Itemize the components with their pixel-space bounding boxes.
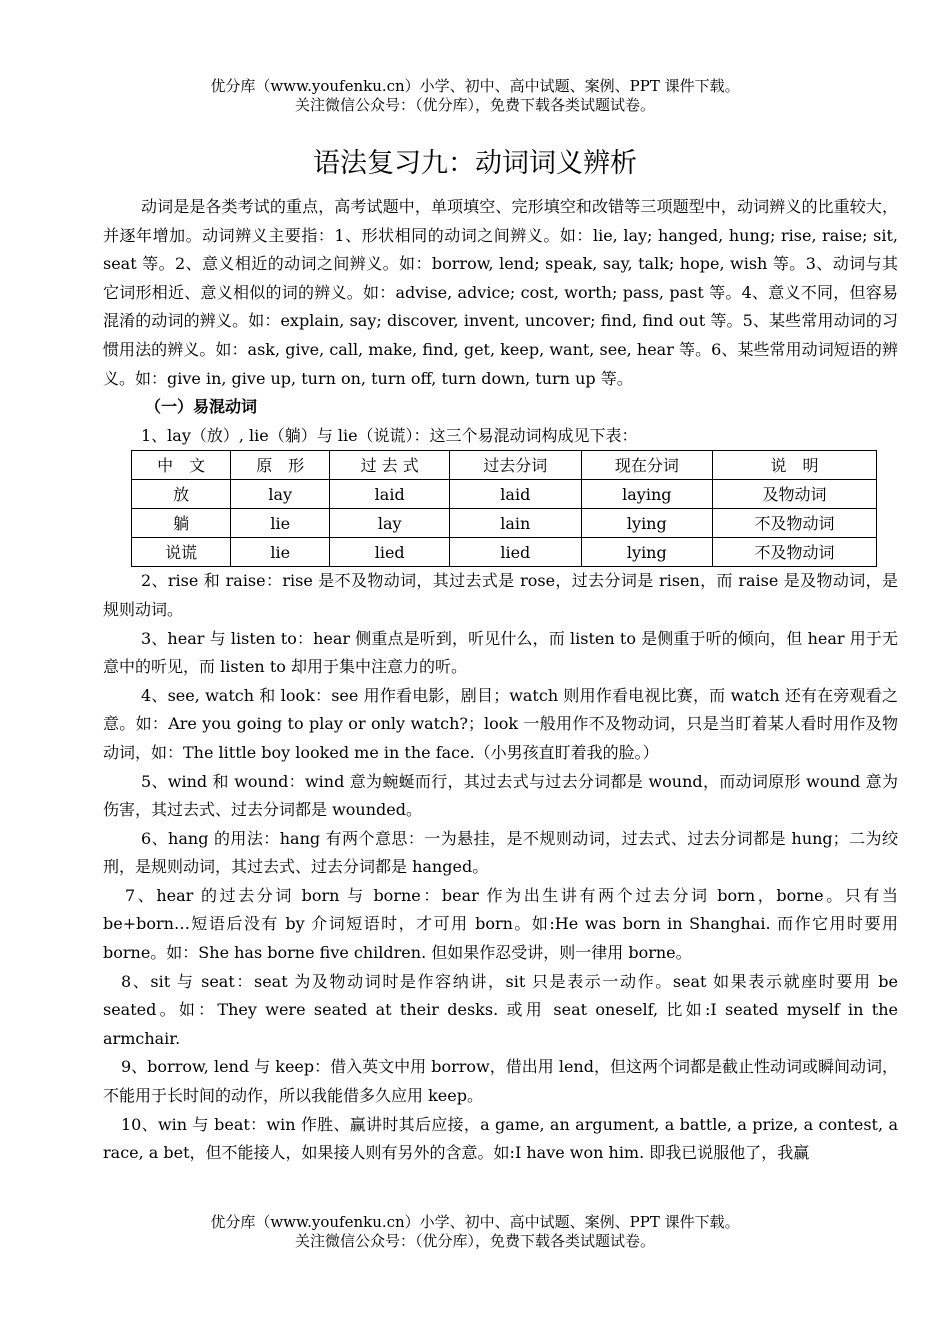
table-cell: lie [231,538,330,567]
document-title: 语法复习九：动词词义辨析 [313,148,637,179]
verb-forms-table [131,450,877,567]
table-cell: 及物动词 [713,480,877,509]
table-row [132,538,877,567]
table-header-cell: 过 去 式 [330,451,450,480]
table-cell: lying [581,538,713,567]
table-cell: 说谎 [132,538,231,567]
table-header-cell: 中 文 [132,451,231,480]
item-4: 4、see, watch 和 look：see 用作看电影，剧目；watch 则用作看电视比赛，而 watch 还有在旁观看之意。如：Are you going to play or only watch?；look 一般用作不及物动词，只是当盯着某人看时用作及物动词，如：The little boy looked me in the face.（小男孩直盯着我的脸。） [103,685,898,762]
table-row [132,480,877,509]
page-header [0,77,950,115]
table-cell: lain [450,509,582,538]
item-8: 8、sit 与 seat：seat 为及物动词时是作容纳讲，sit 只是表示一动作。seat 如果表示就座时要用 be seated。如：They were seated at their desks. 或用 seat oneself, 比如:I seated myself in the armchair. [103,971,898,1048]
item-10: 10、win 与 beat：win 作胜、赢讲时其后应接，a game, an argument, a battle, a prize, a contest, a race, a bet，但不能接人，如果接人则有另外的含意。如:I have won him. 即我已说服他了，我赢 [103,1114,898,1163]
table-header-cell: 原 形 [231,451,330,480]
header-line-1: 优分库（www.youfenku.cn）小学、初中、高中试题、案例、PPT 课件下载。 [210,77,740,95]
item-5: 5、wind 和 wound：wind 意为蜿蜒而行，其过去式与过去分词都是 wound，而动词原形 wound 意为伤害，其过去式、过去分词都是 wounded。 [103,771,898,820]
table-header-cell: 说 明 [713,451,877,480]
table-header-cell: 过去分词 [450,451,582,480]
table-row [132,509,877,538]
document-body [103,193,898,1168]
table-cell: lied [330,538,450,567]
table-cell: 不及物动词 [713,538,877,567]
item-9: 9、borrow, lend 与 keep：借入英文中用 borrow，借出用 lend，但这两个词都是截止性动词或瞬间动词，不能用于长时间的动作，所以我能借多久应用 keep。 [103,1057,898,1106]
item-3: 3、hear 与 listen to：hear 侧重点是听到，听见什么，而 listen to 是侧重于听的倾向，但 hear 用于无意中的听见，而 listen to 却用于集中注意力的听。 [103,628,898,677]
footer-line-2: 关注微信公众号：（优分库），免费下载各类试题试卷。 [294,1232,655,1250]
item-1: 1、lay（放）, lie（躺）与 lie（说谎）：这三个易混动词构成见下表： [141,425,638,445]
table-cell: laid [330,480,450,509]
table-cell: lay [231,480,330,509]
table-cell: laying [581,480,713,509]
table-header-row [132,451,877,480]
section-heading: （一）易混动词 [145,397,258,417]
table-cell: 不及物动词 [713,509,877,538]
page-footer [0,1213,950,1251]
table-header-cell: 现在分词 [581,451,713,480]
table-cell: laid [450,480,582,509]
table-cell: lay [330,509,450,538]
table-cell: lied [450,538,582,567]
intro-paragraph: 动词是是各类考试的重点，高考试题中，单项填空、完形填空和改错等三项题型中，动词辨义的比重较大，并逐年增加。动词辨义主要指：1、形状相同的动词之间辨义。如：lie, lay; hanged, hung; rise, raise; sit, seat 等。2、意义相近的动词之间辨义。如：borrow, lend; speak, say, talk; hope, wish 等。3、动词与其它词形相近、意义相似的词的辨义。如：advise, advice; cost, worth; pass, past 等。4、意义不同，但容易混淆的动词的辨义。如：explain, say; discover, invent, uncover; find, find out 等。5、某些常用动词的习惯用法的辨义。如：ask, give, call, make, find, get, keep, want, see, hear 等。6、某些常用动词短语的辨义。如：give in, give up, turn on, turn off, turn down, turn up 等。 [103,197,898,388]
item-7: 7、hear 的过去分词 born 与 borne：bear 作为出生讲有两个过去分词 born，borne。只有当 be+born…短语后没有 by 介词短语时，才可用 born。如:He was born in Shanghai. 而作它用时要用 borne。如：She has borne five children. 但如果作忍受讲，则一律用 borne。 [103,885,898,963]
header-line-2: 关注微信公众号：（优分库），免费下载各类试题试卷。 [294,96,655,114]
footer-line-1: 优分库（www.youfenku.cn）小学、初中、高中试题、案例、PPT 课件下载。 [210,1213,740,1231]
table-cell: 躺 [132,509,231,538]
item-6: 6、hang 的用法：hang 有两个意思：一为悬挂，是不规则动词，过去式、过去分词都是 hung；二为绞刑，是规则动词，其过去式、过去分词都是 hanged。 [103,828,898,877]
item-2: 2、rise 和 raise：rise 是不及物动词，其过去式是 rose，过去分词是 risen，而 raise 是及物动词，是规则动词。 [103,571,898,619]
table-cell: lie [231,509,330,538]
table-cell: lying [581,509,713,538]
table-cell: 放 [132,480,231,509]
